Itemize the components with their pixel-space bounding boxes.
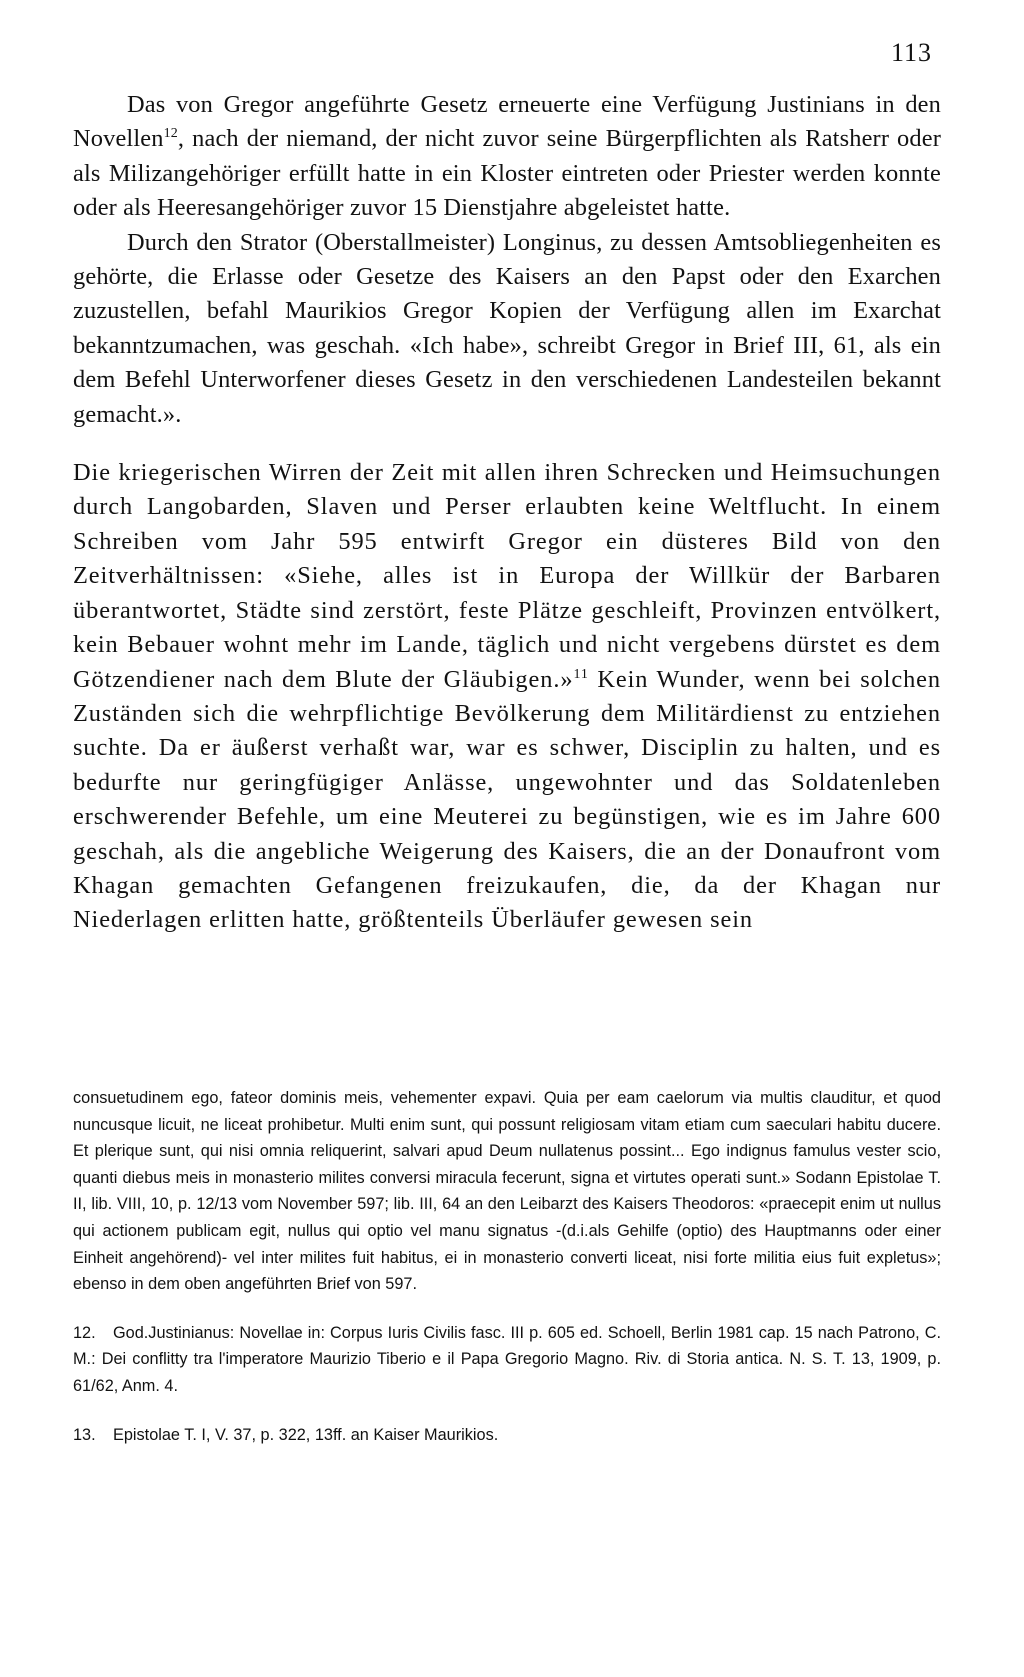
paragraph-1 [73, 88, 941, 226]
footnote-continuation: consuetudinem ego, fateor dominis meis, vehementer expavi. Quia per eam caelorum via multis clauditur, et quod nuncusque licuit, ne liceat prohibetur. Multi enim sunt, qui possunt religiosam vitam etiam cum saeculari habitu ducere. Et plerique sunt, qui nisi omnia reliquerint, salvari apud Deum nullatenus possint... Ego indignus famulus vester scio, quanti diebus meis in monasterio milites conversi miracula fecerunt, signa et virtutes operati sunt.» Sodann Epistolae T. II, lib. VIII, 10, p. 12/13 vom November 597; lib. III, 64 an den Leibarzt des Kaisers Theodoros: «praecepit enim ut nullus qui actionem publicam egit, nullus qui optio vel manu signatus -(d.i.als Gehilfe (optio) des Hauptmanns oder einer Einheit angehörend)- vel inter milites fuit habitus, ei in monasterio converti liceat, nisi forte militia eius fuit expletus»; ebenso in dem oben angeführten Brief von 597. [73, 1089, 941, 1294]
footnote-12 [73, 1320, 941, 1400]
main-text [73, 88, 941, 938]
footnote-ref-12: 12 [163, 126, 178, 142]
footnotes [73, 1085, 941, 1448]
footnote-ref-11: 11 [573, 666, 589, 682]
paragraph-1-text-a: Das von Gregor angeführte Gesetz erneuerte eine Verfügung Justinians in den Novellen [73, 91, 941, 153]
footnote-13 [73, 1422, 941, 1449]
paragraph-1-text-b: , nach der niemand, der nicht zuvor seine Bürgerpflichten als Ratsherr oder als Milizangehöriger erfüllt hatte in ein Kloster eintreten oder Priester werden konnte oder als Heeresangehöriger zuvor 15 Dienstjahre abgeleistet hatte. [73, 125, 941, 222]
footnote-12-label: 12. [73, 1323, 96, 1342]
paragraph-3 [73, 456, 941, 938]
footnote-12-text: God.Justinianus: Novellae in: Corpus Iuris Civilis fasc. III p. 605 ed. Schoell, Berlin 1981 cap. 15 nach Patrono, C. M.: Dei conflitty tra l'imperatore Maurizio Tiberio e il Papa Gregorio Magno. Riv. di Storia antica. N. S. T. 13, 1909, p. 61/62, Anm. 4. [73, 1323, 941, 1395]
footnote-13-label: 13. [73, 1425, 96, 1444]
paragraph-3-text-a: Die kriegerischen Wirren der Zeit mit allen ihren Schrecken und Heimsuchungen durch Langobarden, Slaven und Perser erlaubten keine Weltflucht. In einem Schreiben vom Jahr 595 entwirft Gregor ein düsteres Bild von den Zeitverhältnissen: «Siehe, alles ist in Europa der Willkür der Barbaren überantwortet, Städte sind zerstört, feste Plätze geschleift, Provinzen entvölkert, kein Bebauer wohnt mehr im Lande, täglich und nicht vergebens dürstet es dem Götzendiener nach dem Blute der Gläubigen.» [73, 459, 941, 693]
paragraph-2: Durch den Strator (Oberstallmeister) Longinus, zu dessen Amtsobliegenheiten es gehörte, die Erlasse oder Gesetze des Kaisers an den Papst oder den Exarchen zuzustellen, befahl Maurikios Gregor Kopien der Verfügung allen im Exarchat bekanntzumachen, was geschah. «Ich habe», schreibt Gregor in Brief III, 61, als ein dem Befehl Unterworfener dieses Gesetz in den verschiedenen Landesteilen bekannt gemacht.». [73, 228, 941, 428]
footnote-13-text: Epistolae T. I, V. 37, p. 322, 13ff. an Kaiser Maurikios. [113, 1425, 499, 1444]
paragraph-3-text-b: Kein Wunder, wenn bei solchen Zuständen sich die wehrpflichtige Bevölkerung dem Militärdienst zu entziehen suchte. Da er äußerst verhaßt war, war es schwer, Disciplin zu halten, und es bedurfte nur geringfügiger Anlässe, ungewohnter und das Soldatenleben erschwerender Befehle, um eine Meuterei zu begünstigen, wie es im Jahre 600 geschah, als die angebliche Weigerung des Kaisers, die an der Donaufront vom Khagan gemachten Gefangenen freizukaufen, die, da der Khagan nur Niederlagen erlitten hatte, größtenteils Überläufer gewesen sein [73, 665, 941, 934]
page-number: 113 [890, 38, 932, 67]
